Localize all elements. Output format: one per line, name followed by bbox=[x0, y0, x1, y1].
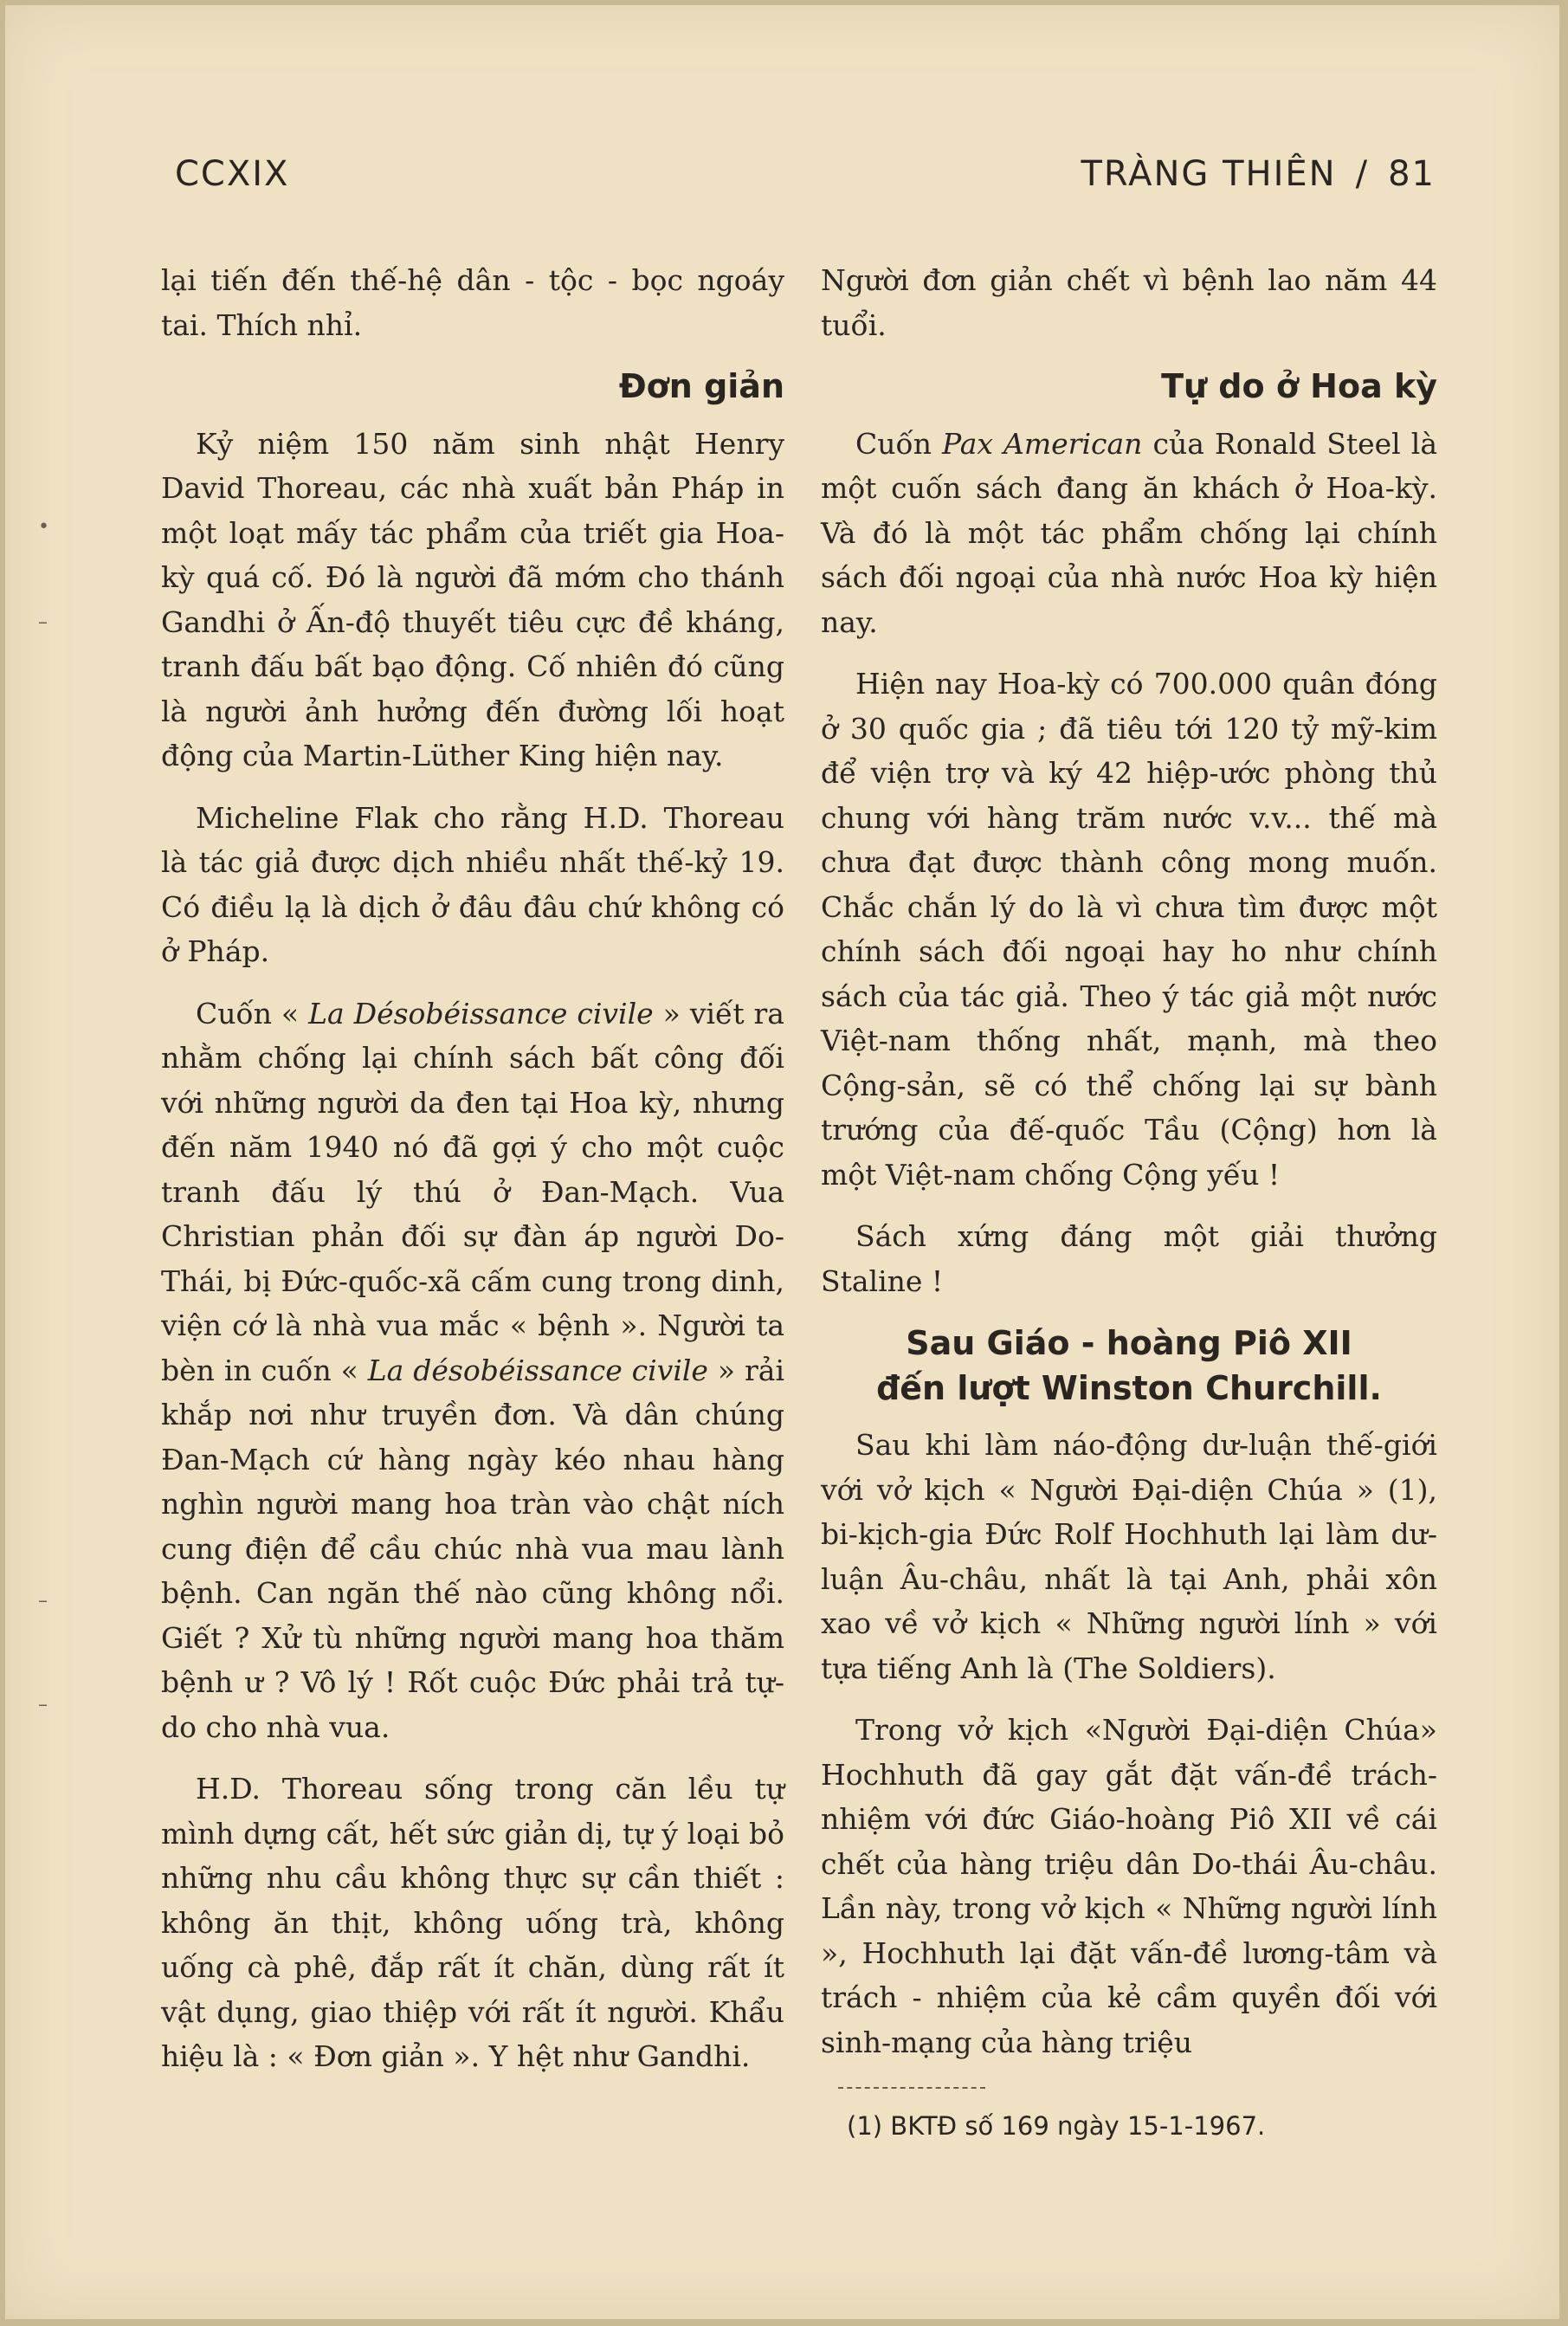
book-title: La désobéissance civile bbox=[367, 1353, 708, 1387]
continuation-paragraph: Người đơn giản chết vì bệnh lao năm 44 tuổi. bbox=[821, 263, 1437, 342]
journal-title: TRÀNG THIÊN bbox=[1081, 154, 1337, 194]
title-line: đến lượt Winston Churchill. bbox=[876, 1369, 1382, 1407]
journal-page bbox=[5, 5, 1559, 2319]
margin-mark: – bbox=[38, 1694, 48, 1715]
paragraph: Micheline Flak cho rằng H.D. Thoreau là tác giả được dịch nhiều nhất thế-kỷ 19. Có điều lạ là dịch ở đâu đâu chứ không có ở Pháp. bbox=[161, 800, 784, 968]
footnote: (1) BKTĐ số 169 ngày 15-1-1967. bbox=[847, 2111, 1266, 2141]
book-title: Pax American bbox=[941, 426, 1143, 461]
text-run: của Ronald Steel là một cuốn sách đang ăn khách ở Hoa-kỳ. Và đó là một tác phẩm chống lại chính sách đối ngoại của nhà nước Hoa kỳ hiện nay. bbox=[821, 426, 1437, 639]
left-column bbox=[161, 258, 784, 2097]
paragraph: H.D. Thoreau sống trong căn lều tự mình dựng cất, hết sức giản dị, tự ý loại bỏ những nhu cầu không thực sự cần thiết : không ăn thịt, không uống trà, không uống cà phê, đắp rất ít chăn, dùng rất ít vật dụng, giao thiệp với rất ít người. Khẩu hiệu là : « Đơn giản ». Y hệt như Gandhi. bbox=[161, 1772, 784, 2073]
footnote-divider bbox=[838, 2087, 985, 2089]
section-title-churchill bbox=[821, 1321, 1437, 1411]
paragraph: Sau khi làm náo-động dư-luận thế-giới với vở kịch « Người Đại-diện Chúa » (1), bi-kịch-gia Đức Rolf Hochhuth lại làm dư-luận Âu-châu, nhất là tại Anh, phải xôn xao về vở kịch « Những người lính » với tựa tiếng Anh là (The Soldiers). bbox=[821, 1428, 1437, 1685]
section-title-tu-do: Tự do ở Hoa kỳ bbox=[1161, 367, 1437, 405]
margin-mark: – bbox=[38, 1590, 48, 1612]
continuation-paragraph: lại tiến đến thế-hệ dân - tộc - bọc ngoáy tai. Thích nhỉ. bbox=[161, 263, 784, 342]
running-head bbox=[1081, 154, 1436, 194]
paragraph bbox=[821, 422, 1437, 645]
page-header bbox=[175, 154, 1436, 206]
paragraph bbox=[161, 992, 784, 1750]
right-column bbox=[821, 258, 1437, 2149]
text-run: Cuốn « bbox=[196, 996, 309, 1031]
text-run: » viết ra nhằm chống lại chính sách bất công đối với những người da đen tại Hoa kỳ, nhưng đến năm 1940 nó đã gợi ý cho một cuộc tranh đấu lý thú ở Đan-Mạch. Vua Christian phản đối sự đàn áp người Do-Thái, bị Đức-quốc-xã cấm cung trong dinh, viện cớ là nhà vua mắc « bệnh ». Người ta bèn in cuốn « bbox=[161, 996, 784, 1387]
text-run: » rải khắp nơi như truyền đơn. Và dân chúng Đan-Mạch cứ hàng ngày kéo nhau hàng nghìn người mang hoa tràn vào chật ních cung điện để cầu chúc nhà vua mau lành bệnh. Can ngăn thế nào cũng không nổi. Giết ? Xử tù những người mang hoa thăm bệnh ư ? Vô lý ! Rốt cuộc Đức phải trả tự-do cho nhà vua. bbox=[161, 1353, 784, 1744]
header-separator: / bbox=[1355, 154, 1370, 194]
book-title: La Désobéissance civile bbox=[308, 996, 654, 1031]
paragraph: Hiện nay Hoa-kỳ có 700.000 quân đóng ở 30 quốc gia ; đã tiêu tới 120 tỷ mỹ-kim để viện trợ và ký 42 hiệp-ước phòng thủ chung với hàng trăm nước v.v... thế mà chưa đạt được thành công mong muốn. Chắc chắn lý do là vì chưa tìm được một chính sách đối ngoại hay ho như chính sách của tác giả. Theo ý tác giả một nước Việt-nam thống nhất, mạnh, mà theo Cộng-sản, sẽ có thể chống lại sự bành trướng của đế-quốc Tầu (Cộng) hơn là một Việt-nam chống Cộng yếu ! bbox=[821, 667, 1437, 1192]
title-line: Sau Giáo - hoàng Piô XII bbox=[906, 1324, 1352, 1362]
section-title-don-gian: Đơn giản bbox=[618, 367, 784, 405]
paragraph: Trong vở kịch «Người Đại-diện Chúa» Hochhuth đã gay gắt đặt vấn-đề trách-nhiệm với đức Giáo-hoàng Piô XII về cái chết của hàng triệu dân Do-thái Âu-châu. Lần này, trong vở kịch « Những người lính », Hochhuth lại đặt vấn-đề lương-tâm và trách - nhiệm của kẻ cầm quyền đối với sinh-mạng của hàng triệu bbox=[821, 1713, 1437, 2059]
paragraph: Kỷ niệm 150 năm sinh nhật Henry David Thoreau, các nhà xuất bản Pháp in một loạt mấy tác phẩm của triết gia Hoa-kỳ quá cố. Đó là người đã mớm cho thánh Gandhi ở Ấn-độ thuyết tiêu cực đề kháng, tranh đấu bất bạo động. Cố nhiên đó cũng là người ảnh hưởng đến đường lối hoạt động của Martin-Lüther King hiện nay. bbox=[161, 426, 784, 772]
paragraph: Sách xứng đáng một giải thưởng Staline ! bbox=[821, 1219, 1437, 1298]
issue-number: CCXIX bbox=[175, 154, 290, 194]
text-run: Cuốn bbox=[855, 426, 942, 461]
page-number: 81 bbox=[1388, 154, 1436, 194]
margin-mark: • bbox=[38, 516, 49, 538]
margin-mark: – bbox=[38, 611, 48, 633]
